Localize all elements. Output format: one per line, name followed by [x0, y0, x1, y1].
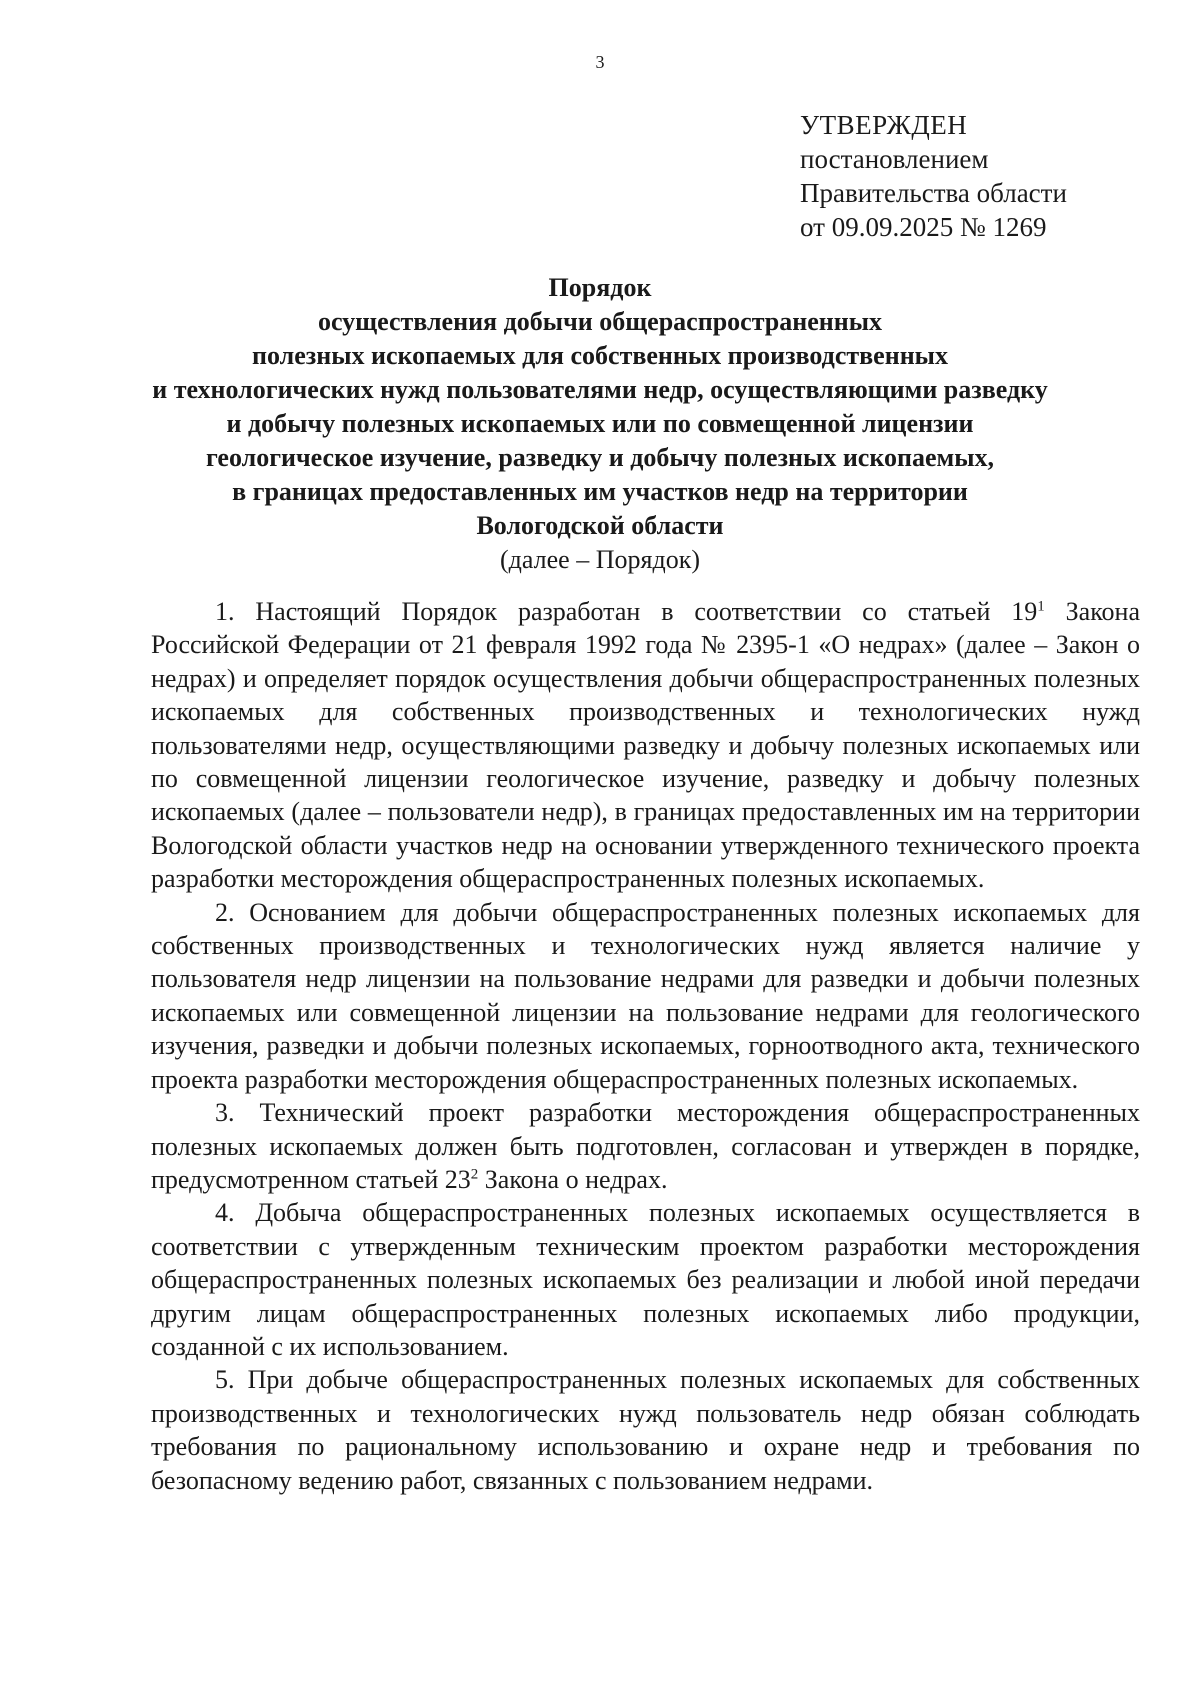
paragraph-3-text-start: 3. Технический проект разработки месторождения общераспространенных полезных ископаемых должен быть подготовлен, согласован и утвержден в порядке, предусмотренном статьей 23 [151, 1098, 1140, 1194]
approval-stamp [800, 108, 1067, 244]
paragraph-5: 5. При добыче общераспространенных полезных ископаемых для собственных производственных и технологических нужд пользователь недр обязан соблюдать требования по рациональному использованию и охране недр и требования по безопасному ведению работ, связанных с пользованием недрами. [151, 1365, 1140, 1495]
paragraph-1-text-end: Закона Российской Федерации от 21 февраля 1992 года № 2395-1 «О недрах» (далее – Закон о недрах) и определяет порядок осуществления добычи общераспространенных полезных ископаемых для собственных производственных и технологических нужд пользователями недр, осуществляющими разведку и добычу полезных ископаемых или по совмещенной лицензии геологическое изучение, разведку и добычу полезных ископаемых (далее – пользователи недр), в границах предоставленных им на территории Вологодской области участков недр на основании утвержденного технического проекта разработки месторождения общераспространенных полезных ископаемых. [151, 597, 1140, 894]
title-line: в границах предоставленных им участков недр на территории [232, 477, 968, 506]
title-line: Порядок [548, 273, 652, 302]
paragraph-3 [151, 1096, 1140, 1196]
title-subtitle: (далее – Порядок) [500, 545, 700, 574]
approval-date-number: от 09.09.2025 № 1269 [800, 212, 1047, 242]
approval-line: Правительства области [800, 178, 1067, 208]
title-line: осуществления добычи общераспространенных [317, 307, 883, 336]
approval-title: УТВЕРЖДЕН [800, 110, 968, 140]
paragraph-1-text-start: 1. Настоящий Порядок разработан в соответствии со статьей 19 [215, 597, 1038, 626]
paragraph-3-text-end: Закона о недрах. [478, 1164, 668, 1194]
title-line: геологическое изучение, разведку и добычу полезных ископаемых, [205, 443, 995, 472]
page-number: 3 [595, 52, 605, 72]
title-line: полезных ископаемых для собственных производственных [252, 341, 948, 370]
paragraph-4: 4. Добыча общераспространенных полезных ископаемых осуществляется в соответствии с утвержденным техническим проектом разработки месторождения общераспространенных полезных ископаемых без реализации и любой иной передачи другим лицам общераспространенных полезных ископаемых либо продукции, созданной с их использованием. [151, 1198, 1140, 1361]
title-line: Вологодской области [476, 511, 724, 540]
superscript: 2 [470, 1166, 479, 1183]
title-line: и добычу полезных ископаемых или по совмещенной лицензии [226, 409, 974, 438]
paragraph-1 [151, 595, 1140, 896]
title-line: и технологических нужд пользователями недр, осуществляющими разведку [152, 375, 1048, 404]
paragraph-2: 2. Основанием для добычи общераспространенных полезных ископаемых для собственных производственных и технологических нужд является наличие у пользователя недр лицензии на пользование недрами для разведки и добычи полезных ископаемых или совмещенной лицензии на пользование недрами для геологического изучения, разведки и добычи полезных ископаемых, горноотводного акта, технического проекта разработки месторождения общераспространенных полезных ископаемых. [151, 897, 1140, 1094]
approval-line: постановлением [800, 144, 989, 174]
superscript: 1 [1037, 598, 1045, 615]
document-body [151, 595, 1140, 1497]
document-title [100, 271, 1100, 577]
